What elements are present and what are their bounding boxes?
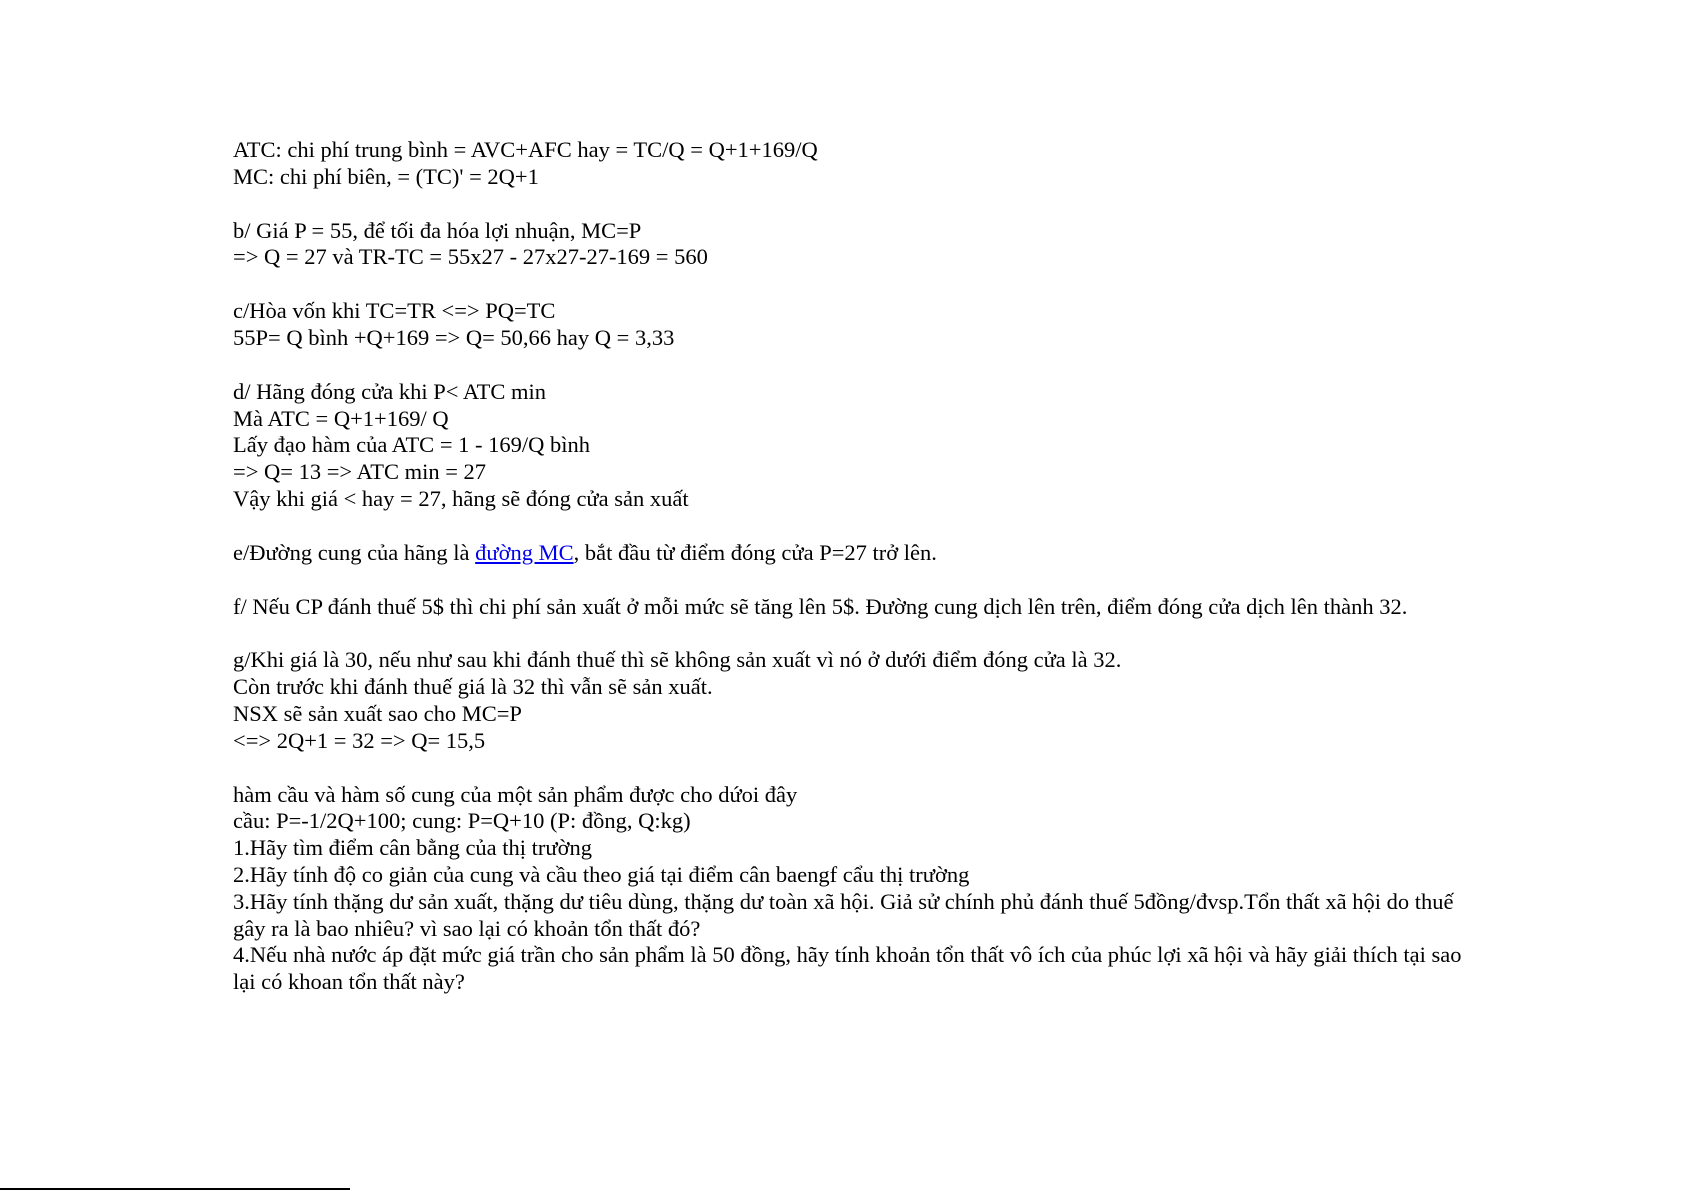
- section-b: [233, 218, 1463, 272]
- section-f-line-1: f/ Nếu CP đánh thuế 5$ thì chi phí sản xuất ở mỗi mức sẽ tăng lên 5$. Đường cung dịch lên trên, điểm đóng cửa dịch lên thành 32.: [233, 593, 1408, 619]
- section-d-line-5: Vậy khi giá < hay = 27, hãng sẽ đóng cửa sản xuất: [233, 485, 689, 511]
- section-g: [233, 647, 1463, 754]
- problem-line-2: cầu: P=-1/2Q+100; cung: P=Q+10 (P: đồng, Q:kg): [233, 808, 691, 834]
- mc-curve-link[interactable]: đường MC: [475, 539, 574, 565]
- mc-definition: MC: chi phí biên, = (TC)' = 2Q+1: [233, 163, 539, 189]
- section-e-prefix: e/Đường cung của hãng là: [233, 539, 476, 565]
- atc-definition: ATC: chi phí trung bình = AVC+AFC hay = TC/Q = Q+1+169/Q: [233, 137, 818, 162]
- problem-question-1: 1.Hãy tìm điểm cân bằng của thị trường: [233, 835, 593, 861]
- section-g-line-3: NSX sẽ sản xuất sao cho MC=P: [233, 700, 522, 726]
- section-d-line-4: => Q= 13 => ATC min = 27: [233, 459, 487, 485]
- section-intro: [233, 137, 1463, 191]
- problem-question-3: 3.Hãy tính thặng dư sản xuất, thặng dư tiêu dùng, thặng dư toàn xã hội. Giả sử chính phủ đánh thuế 5đồng/đvsp.Tổn thất xã hội do thuế gây ra là bao nhiêu? vì sao lại có khoản tổn thất đó?: [233, 888, 1454, 941]
- section-d-line-2: Mà ATC = Q+1+169/ Q: [233, 405, 449, 431]
- section-b-line-1: b/ Giá P = 55, để tối đa hóa lợi nhuận, MC=P: [233, 217, 642, 243]
- section-e: [233, 540, 1463, 567]
- problem-question-2: 2.Hãy tính độ co giản của cung và cầu theo giá tại điểm cân baengf cẩu thị trường: [233, 861, 970, 887]
- section-g-line-4: <=> 2Q+1 = 32 => Q= 15,5: [233, 727, 486, 753]
- problem-question-4: 4.Nếu nhà nước áp đặt mức giá trần cho sản phẩm là 50 đồng, hãy tính khoản tổn thất vô ích của phúc lợi xã hội và hãy giải thích tại sao lại có khoan tổn thất này?: [233, 942, 1462, 995]
- document-body: [233, 137, 1463, 1023]
- section-e-suffix: , bắt đầu từ điểm đóng cửa P=27 trở lên.: [573, 539, 937, 565]
- section-b-line-2: => Q = 27 và TR-TC = 55x27 - 27x27-27-169 = 560: [233, 244, 708, 270]
- section-c-line-2: 55P= Q bình +Q+169 => Q= 50,66 hay Q = 3,33: [233, 324, 675, 350]
- section-d: [233, 379, 1463, 513]
- section-d-line-3: Lấy đạo hàm của ATC = 1 - 169/Q bình: [233, 432, 591, 458]
- section-d-line-1: d/ Hãng đóng cửa khi P< ATC min: [233, 378, 547, 404]
- section-g-line-2: Còn trước khi đánh thuế giá là 32 thì vẫn sẽ sản xuất.: [233, 674, 713, 700]
- section-c: [233, 298, 1463, 352]
- problem-line-1: hàm cầu và hàm số cung của một sản phẩm được cho dứoi đây: [233, 781, 798, 807]
- section-g-line-1: g/Khi giá là 30, nếu như sau khi đánh thuế thì sẽ không sản xuất vì nó ở dưới điểm đóng cửa là 32.: [233, 647, 1122, 673]
- section-e-line: [233, 540, 1463, 567]
- section-c-line-1: c/Hòa vốn khi TC=TR <=> PQ=TC: [233, 298, 556, 324]
- section-problem: [233, 782, 1463, 996]
- footer-rule: [0, 1188, 350, 1190]
- section-f: [233, 594, 1463, 621]
